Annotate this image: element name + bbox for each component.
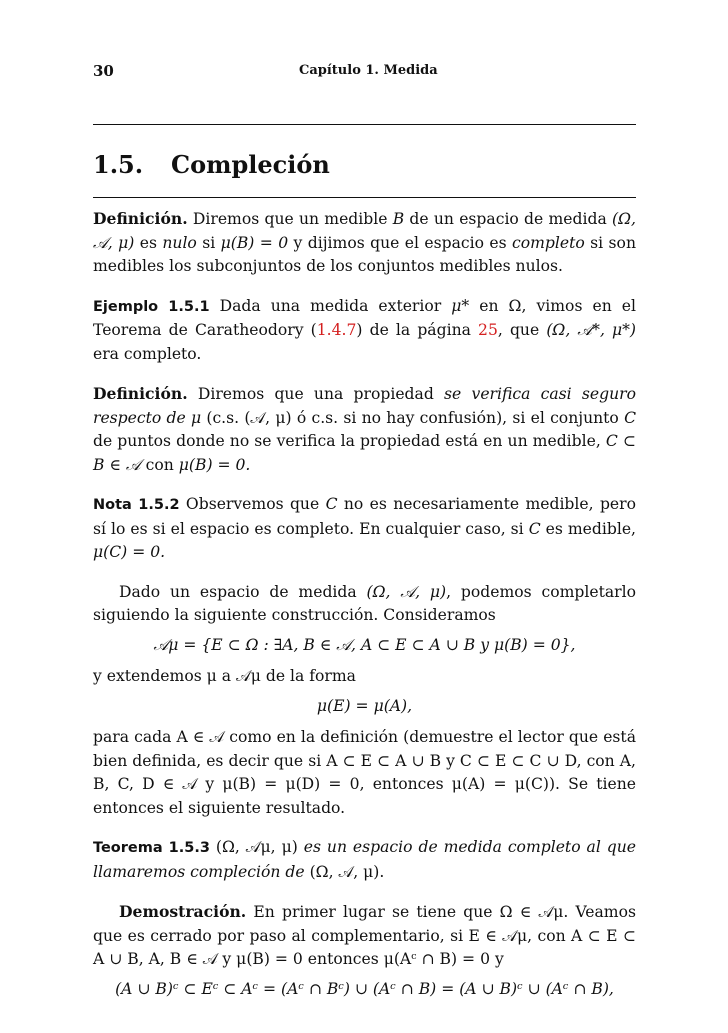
proof-label: Demostración. xyxy=(119,902,247,921)
math: C ⊂ B ∈ 𝒜 xyxy=(93,432,636,474)
text: no es necesariamente medible, pero sí lo es si el espacio es completo. En cualquier caso, si xyxy=(93,495,636,538)
text: Diremos que una propiedad xyxy=(187,385,445,403)
chapter-title: Capítulo 1. Medida xyxy=(299,63,438,78)
paragraph-construction xyxy=(93,581,636,628)
term-casi-seguro: se verifica casi seguro respecto de μ xyxy=(93,385,636,427)
term-completo: completo xyxy=(512,233,585,252)
math: C xyxy=(624,408,636,427)
text: Observemos que xyxy=(179,495,326,513)
text: con xyxy=(140,455,179,474)
running-header xyxy=(93,62,636,82)
text: En primer lugar se tiene que Ω ∈ 𝒜μ. Veamos que es cerrado por paso al complementario, si E ∈ 𝒜μ, con A ⊂ E ⊂ A ∪ B, A, B ∈ 𝒜 y μ(B) = 0 entonces μ(Aᶜ ∩ B) = 0 y xyxy=(93,903,636,968)
theorem-label: Teorema 1.5.3 xyxy=(93,840,210,856)
section-heading xyxy=(93,150,330,179)
math: μ* xyxy=(451,296,470,315)
text: Diremos que un medible xyxy=(187,210,393,228)
display-equation-2: μ(E) = μ(A), xyxy=(316,696,413,715)
paragraph-extend: y extendemos μ a 𝒜μ de la forma xyxy=(93,667,356,685)
theorem-1-5-3 xyxy=(93,836,636,884)
math: (Ω, 𝒜*, μ*) xyxy=(546,321,637,339)
section-number: 1.5. xyxy=(93,150,144,179)
page-link[interactable]: 25 xyxy=(478,321,498,339)
text: de puntos donde no se verifica la propiedad está en un medible, xyxy=(93,432,606,450)
text: era completo. xyxy=(93,344,202,363)
math: μ(B) = 0. xyxy=(178,455,251,474)
math: C xyxy=(528,519,541,538)
text: si xyxy=(196,233,221,252)
text: es medible, xyxy=(540,519,636,538)
display-equation-1: 𝒜μ = {E ⊂ Ω : ∃A, B ∈ 𝒜, A ⊂ E ⊂ A ∪ B y μ(B) = 0}, xyxy=(153,635,576,654)
definition-nulo xyxy=(93,207,636,279)
text: de un espacio de medida xyxy=(404,210,613,228)
text: es xyxy=(134,233,163,252)
note-1-5-2 xyxy=(93,493,636,565)
text: Dada una medida exterior xyxy=(209,296,452,315)
text: (Ω, 𝒜, μ). xyxy=(304,862,385,881)
math: μ(B) = 0 xyxy=(220,233,289,252)
math: μ(C) = 0. xyxy=(93,543,166,561)
section-rule-top xyxy=(93,124,636,125)
text: (c.s. (𝒜, μ) ó c.s. si no hay confusión), si el conjunto xyxy=(201,408,625,427)
text: y dijimos que el espacio es xyxy=(288,233,513,252)
theorem-link[interactable]: 1.4.7 xyxy=(316,321,357,339)
note-label: Nota 1.5.2 xyxy=(93,497,180,513)
definition-label: Definición. xyxy=(93,384,188,403)
text: (Ω, 𝒜μ, μ) xyxy=(209,838,304,856)
paragraph-well-defined: para cada A ∈ 𝒜 como en la definición (demuestre el lector que está bien definida, es decir que si A ⊂ E ⊂ A ∪ B y C ⊂ E ⊂ C ∪ D, con A, B, C, D ∈ 𝒜 y μ(B) = μ(D) = 0, entonces μ(A) = μ(C)). Se tiene entonces el siguiente resultado. xyxy=(93,728,636,817)
text: , podemos completarlo siguiendo la siguiente construcción. Consideramos xyxy=(93,582,636,624)
definition-label: Definición. xyxy=(93,209,188,228)
section-rule-bottom xyxy=(93,197,636,198)
term-nulo: nulo xyxy=(162,233,197,252)
text: Dado un espacio de medida xyxy=(119,582,367,601)
example-1-5-1 xyxy=(93,295,636,367)
math: B xyxy=(392,210,405,228)
example-label: Ejemplo 1.5.1 xyxy=(93,298,210,315)
proof xyxy=(93,900,636,972)
text: en Ω, vimos en el Teorema de Caratheodory ( xyxy=(93,296,637,339)
definition-casi-seguro xyxy=(93,382,636,477)
text: ) de la página xyxy=(356,321,479,339)
text: , que xyxy=(497,321,547,339)
text: si son medibles los subconjuntos de los conjuntos medibles nulos. xyxy=(93,233,636,275)
page-number: 30 xyxy=(93,62,114,80)
math: (Ω, 𝒜, μ) xyxy=(366,582,447,601)
math: C xyxy=(325,495,338,513)
section-title: Compleción xyxy=(171,150,330,179)
math: (Ω, 𝒜, μ) xyxy=(93,210,636,252)
display-equation-3: (A ∪ B)ᶜ ⊂ Eᶜ ⊂ Aᶜ = (Aᶜ ∩ Bᶜ) ∪ (Aᶜ ∩ B) = (A ∪ B)ᶜ ∪ (Aᶜ ∩ B), xyxy=(115,979,614,998)
theorem-statement: es un espacio de medida completo al que llamaremos compleción de xyxy=(93,838,636,881)
body-text xyxy=(93,207,636,1009)
